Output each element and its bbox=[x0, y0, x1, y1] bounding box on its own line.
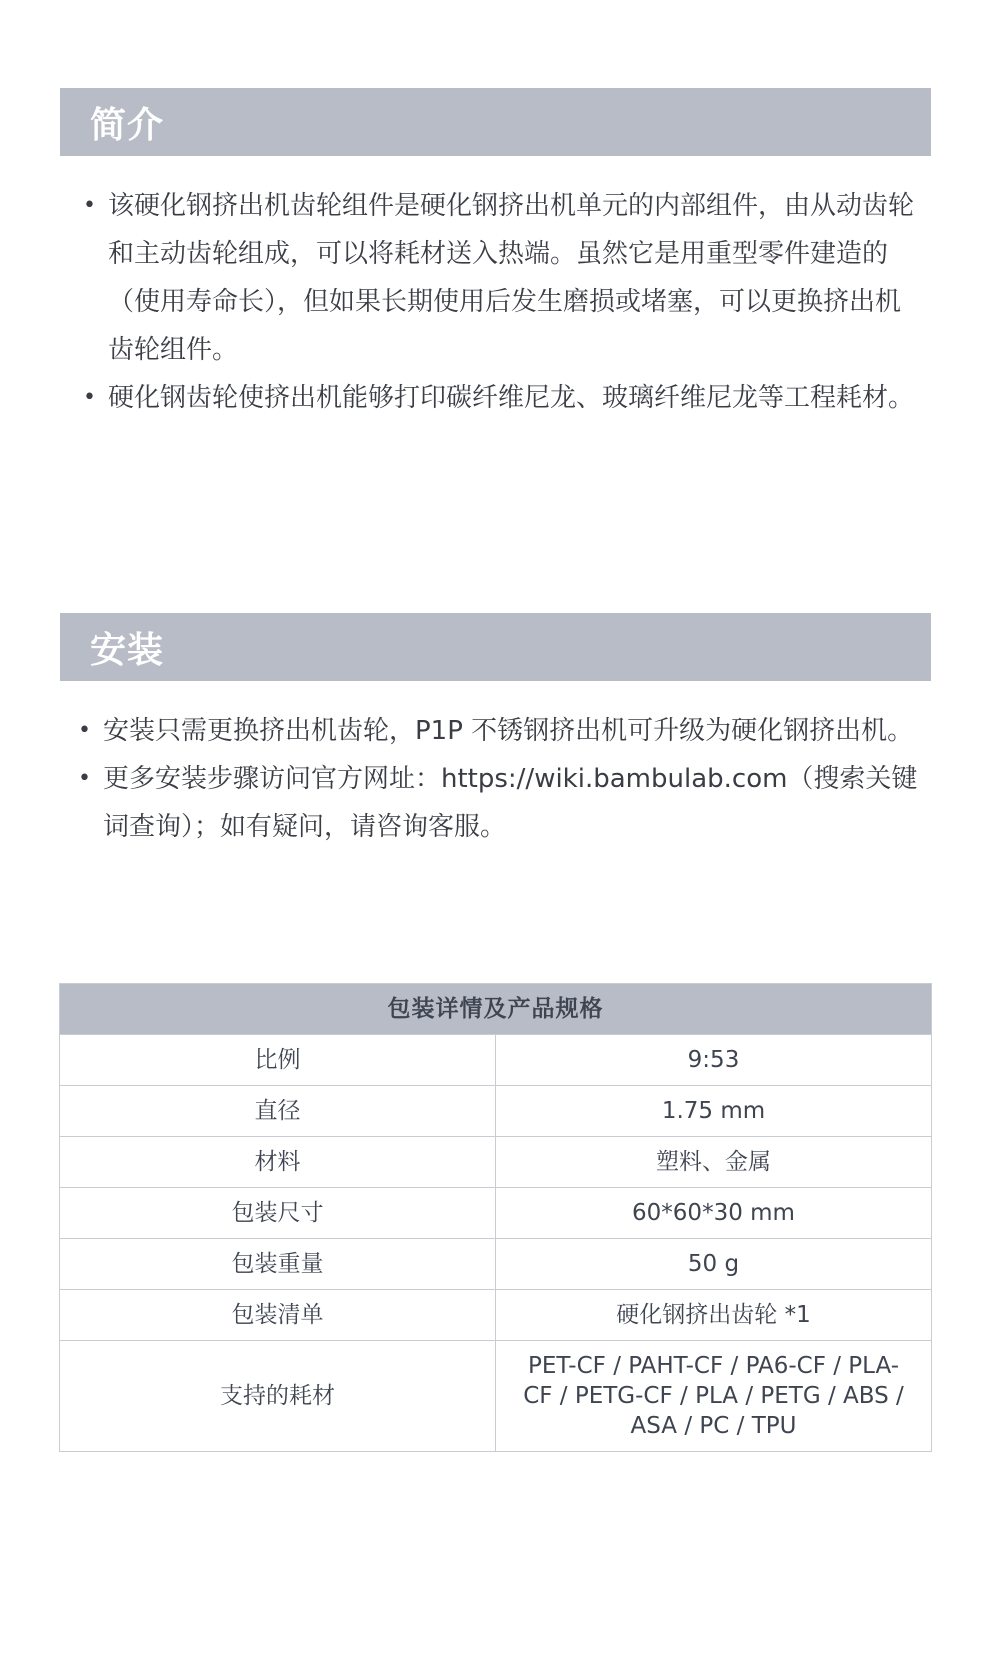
spec-value: 50 g bbox=[496, 1239, 932, 1290]
spec-value: 60*60*30 mm bbox=[496, 1188, 932, 1239]
spec-key: 比例 bbox=[60, 1035, 496, 1086]
intro-title: 简介 bbox=[90, 104, 165, 146]
spec-key: 材料 bbox=[60, 1137, 496, 1188]
intro-bullet-list bbox=[83, 182, 923, 422]
spec-row-material bbox=[60, 1137, 932, 1188]
bullet-dot-icon: • bbox=[78, 766, 91, 791]
spec-row-package-weight bbox=[60, 1239, 932, 1290]
spec-table-title: 包装详情及产品规格 bbox=[60, 984, 932, 1035]
bullet-dot-icon: • bbox=[83, 385, 96, 410]
install-bullet-item bbox=[78, 707, 923, 755]
intro-section-header bbox=[60, 88, 931, 156]
install-bullet-text: 更多安装步骤访问官方网址：https://wiki.bambulab.com（搜索关键词查询）；如有疑问，请咨询客服。 bbox=[103, 764, 918, 842]
spec-value: 1.75 mm bbox=[496, 1086, 932, 1137]
spec-value: 塑料、金属 bbox=[496, 1137, 932, 1188]
spec-row-ratio bbox=[60, 1035, 932, 1086]
install-bullet-list bbox=[78, 707, 923, 851]
install-bullet-item bbox=[78, 755, 923, 851]
spec-key: 支持的耗材 bbox=[60, 1341, 496, 1452]
spec-table-title-row bbox=[60, 984, 932, 1035]
spec-value: PET-CF / PAHT-CF / PA6-CF / PLA-CF / PETG-CF / PLA / PETG / ABS / ASA / PC / TPU bbox=[496, 1341, 932, 1452]
install-bullet-text: 安装只需更换挤出机齿轮，P1P 不锈钢挤出机可升级为硬化钢挤出机。 bbox=[103, 716, 914, 746]
spec-key: 直径 bbox=[60, 1086, 496, 1137]
bullet-dot-icon: • bbox=[83, 193, 96, 218]
intro-bullet-text: 该硬化钢挤出机齿轮组件是硬化钢挤出机单元的内部组件，由从动齿轮和主动齿轮组成，可以将耗材送入热端。虽然它是用重型零件建造的（使用寿命长），但如果长期使用后发生磨损或堵塞，可以更换挤出机齿轮组件。 bbox=[108, 191, 915, 365]
install-title: 安装 bbox=[90, 629, 165, 671]
spec-key: 包装尺寸 bbox=[60, 1188, 496, 1239]
spec-row-diameter bbox=[60, 1086, 932, 1137]
spec-key: 包装清单 bbox=[60, 1290, 496, 1341]
intro-bullet-item bbox=[83, 182, 923, 374]
spec-key: 包装重量 bbox=[60, 1239, 496, 1290]
spec-table bbox=[59, 983, 932, 1452]
intro-bullet-text: 硬化钢齿轮使挤出机能够打印碳纤维尼龙、玻璃纤维尼龙等工程耗材。 bbox=[108, 383, 915, 413]
spec-row-package-list bbox=[60, 1290, 932, 1341]
bullet-dot-icon: • bbox=[78, 718, 91, 743]
intro-bullet-item bbox=[83, 374, 923, 422]
spec-row-supported-filaments bbox=[60, 1341, 932, 1452]
install-section-header bbox=[60, 613, 931, 681]
spec-row-package-size bbox=[60, 1188, 932, 1239]
spec-value: 硬化钢挤出齿轮 *1 bbox=[496, 1290, 932, 1341]
spec-value: 9:53 bbox=[496, 1035, 932, 1086]
